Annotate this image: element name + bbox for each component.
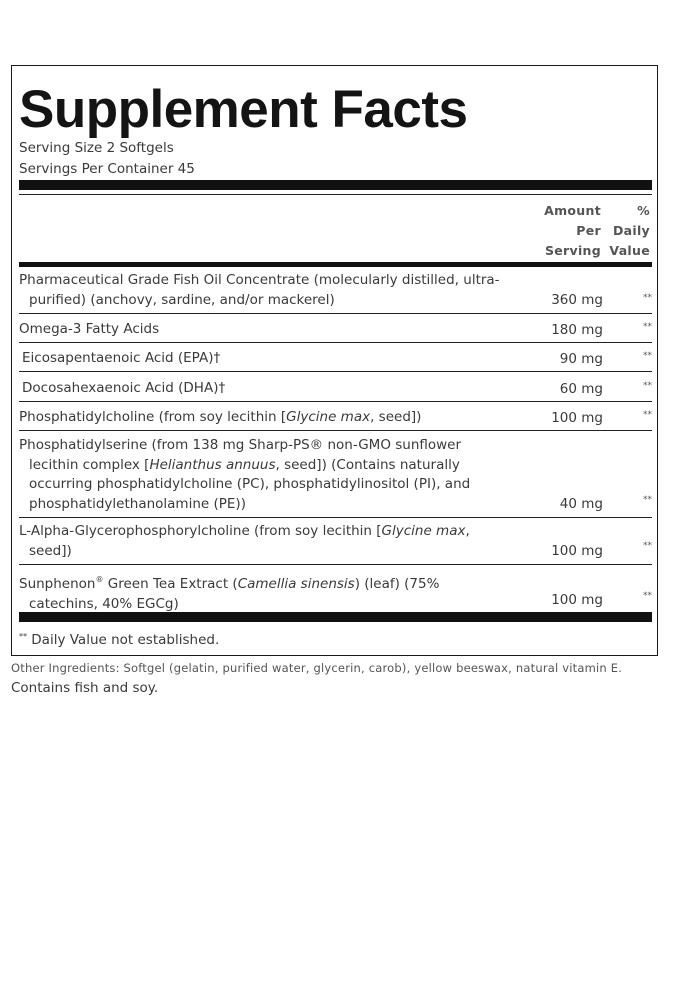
nutrient-name: Pharmaceutical Grade Fish Oil Concentrate (molecularly distilled, ultra- purified) (anchovy, sardine, and/or mackerel) xyxy=(19,272,500,308)
servings-per-container: Servings Per Container 45 xyxy=(19,161,195,177)
amount-column-header: Amount Per Serving xyxy=(544,203,601,258)
nutrient-amount: 40 mg xyxy=(559,496,603,512)
daily-value: ** xyxy=(643,381,652,391)
row-divider xyxy=(19,401,652,402)
nutrient-amount: 360 mg xyxy=(551,292,603,308)
row-divider xyxy=(19,430,652,431)
daily-value: ** xyxy=(643,322,652,332)
nutrient-name: Eicosapentaenoic Acid (EPA)† xyxy=(22,350,221,366)
allergen-statement: Contains fish and soy. xyxy=(11,680,159,696)
supplement-facts-panel xyxy=(11,65,658,656)
daily-value-footnote: ** Daily Value not established. xyxy=(19,632,220,648)
nutrient-name: Phosphatidylserine (from 138 mg Sharp-PS® non-GMO sunflower lecithin complex [Helianthus annuus, seed]) (Contains naturally occurring phosphatidylcholine (PC), phosphatidylinositol (PI), and phosphatidylethanolamine (PE)) xyxy=(19,437,471,512)
nutrient-name: L-Alpha-Glycerophosphorylcholine (from soy lecithin [Glycine max, seed]) xyxy=(19,523,470,559)
daily-value: ** xyxy=(643,591,652,601)
row-divider xyxy=(19,517,652,518)
panel-title: Supplement Facts xyxy=(19,80,468,139)
nutrient-amount: 100 mg xyxy=(551,592,603,608)
bottom-thick-bar xyxy=(19,612,652,622)
nutrient-amount: 100 mg xyxy=(551,543,603,559)
daily-value: ** xyxy=(643,495,652,505)
nutrient-amount: 90 mg xyxy=(559,351,603,367)
nutrient-name: Phosphatidylcholine (from soy lecithin [Glycine max, seed]) xyxy=(19,409,422,425)
row-divider xyxy=(19,313,652,314)
header-thick-bar xyxy=(19,262,652,267)
daily-value-column-header: % Daily Value xyxy=(609,203,650,258)
header-rule xyxy=(19,194,652,195)
top-thick-bar xyxy=(19,180,652,190)
nutrient-amount: 60 mg xyxy=(559,381,603,397)
nutrient-amount: 100 mg xyxy=(551,410,603,426)
other-ingredients: Other Ingredients: Softgel (gelatin, purified water, glycerin, carob), yellow beeswax, natural vitamin E. xyxy=(11,661,623,675)
daily-value: ** xyxy=(643,351,652,361)
serving-size: Serving Size 2 Softgels xyxy=(19,140,174,156)
nutrient-amount: 180 mg xyxy=(551,322,603,338)
daily-value: ** xyxy=(643,293,652,303)
row-divider xyxy=(19,342,652,343)
row-divider xyxy=(19,564,652,565)
daily-value: ** xyxy=(643,410,652,420)
row-divider xyxy=(19,371,652,372)
nutrient-name: Docosahexaenoic Acid (DHA)† xyxy=(22,380,226,396)
nutrient-name: Omega-3 Fatty Acids xyxy=(19,321,160,337)
nutrient-name: Sunphenon® Green Tea Extract (Camellia sinensis) (leaf) (75% catechins, 40% EGCg) xyxy=(19,575,440,612)
daily-value: ** xyxy=(643,541,652,551)
